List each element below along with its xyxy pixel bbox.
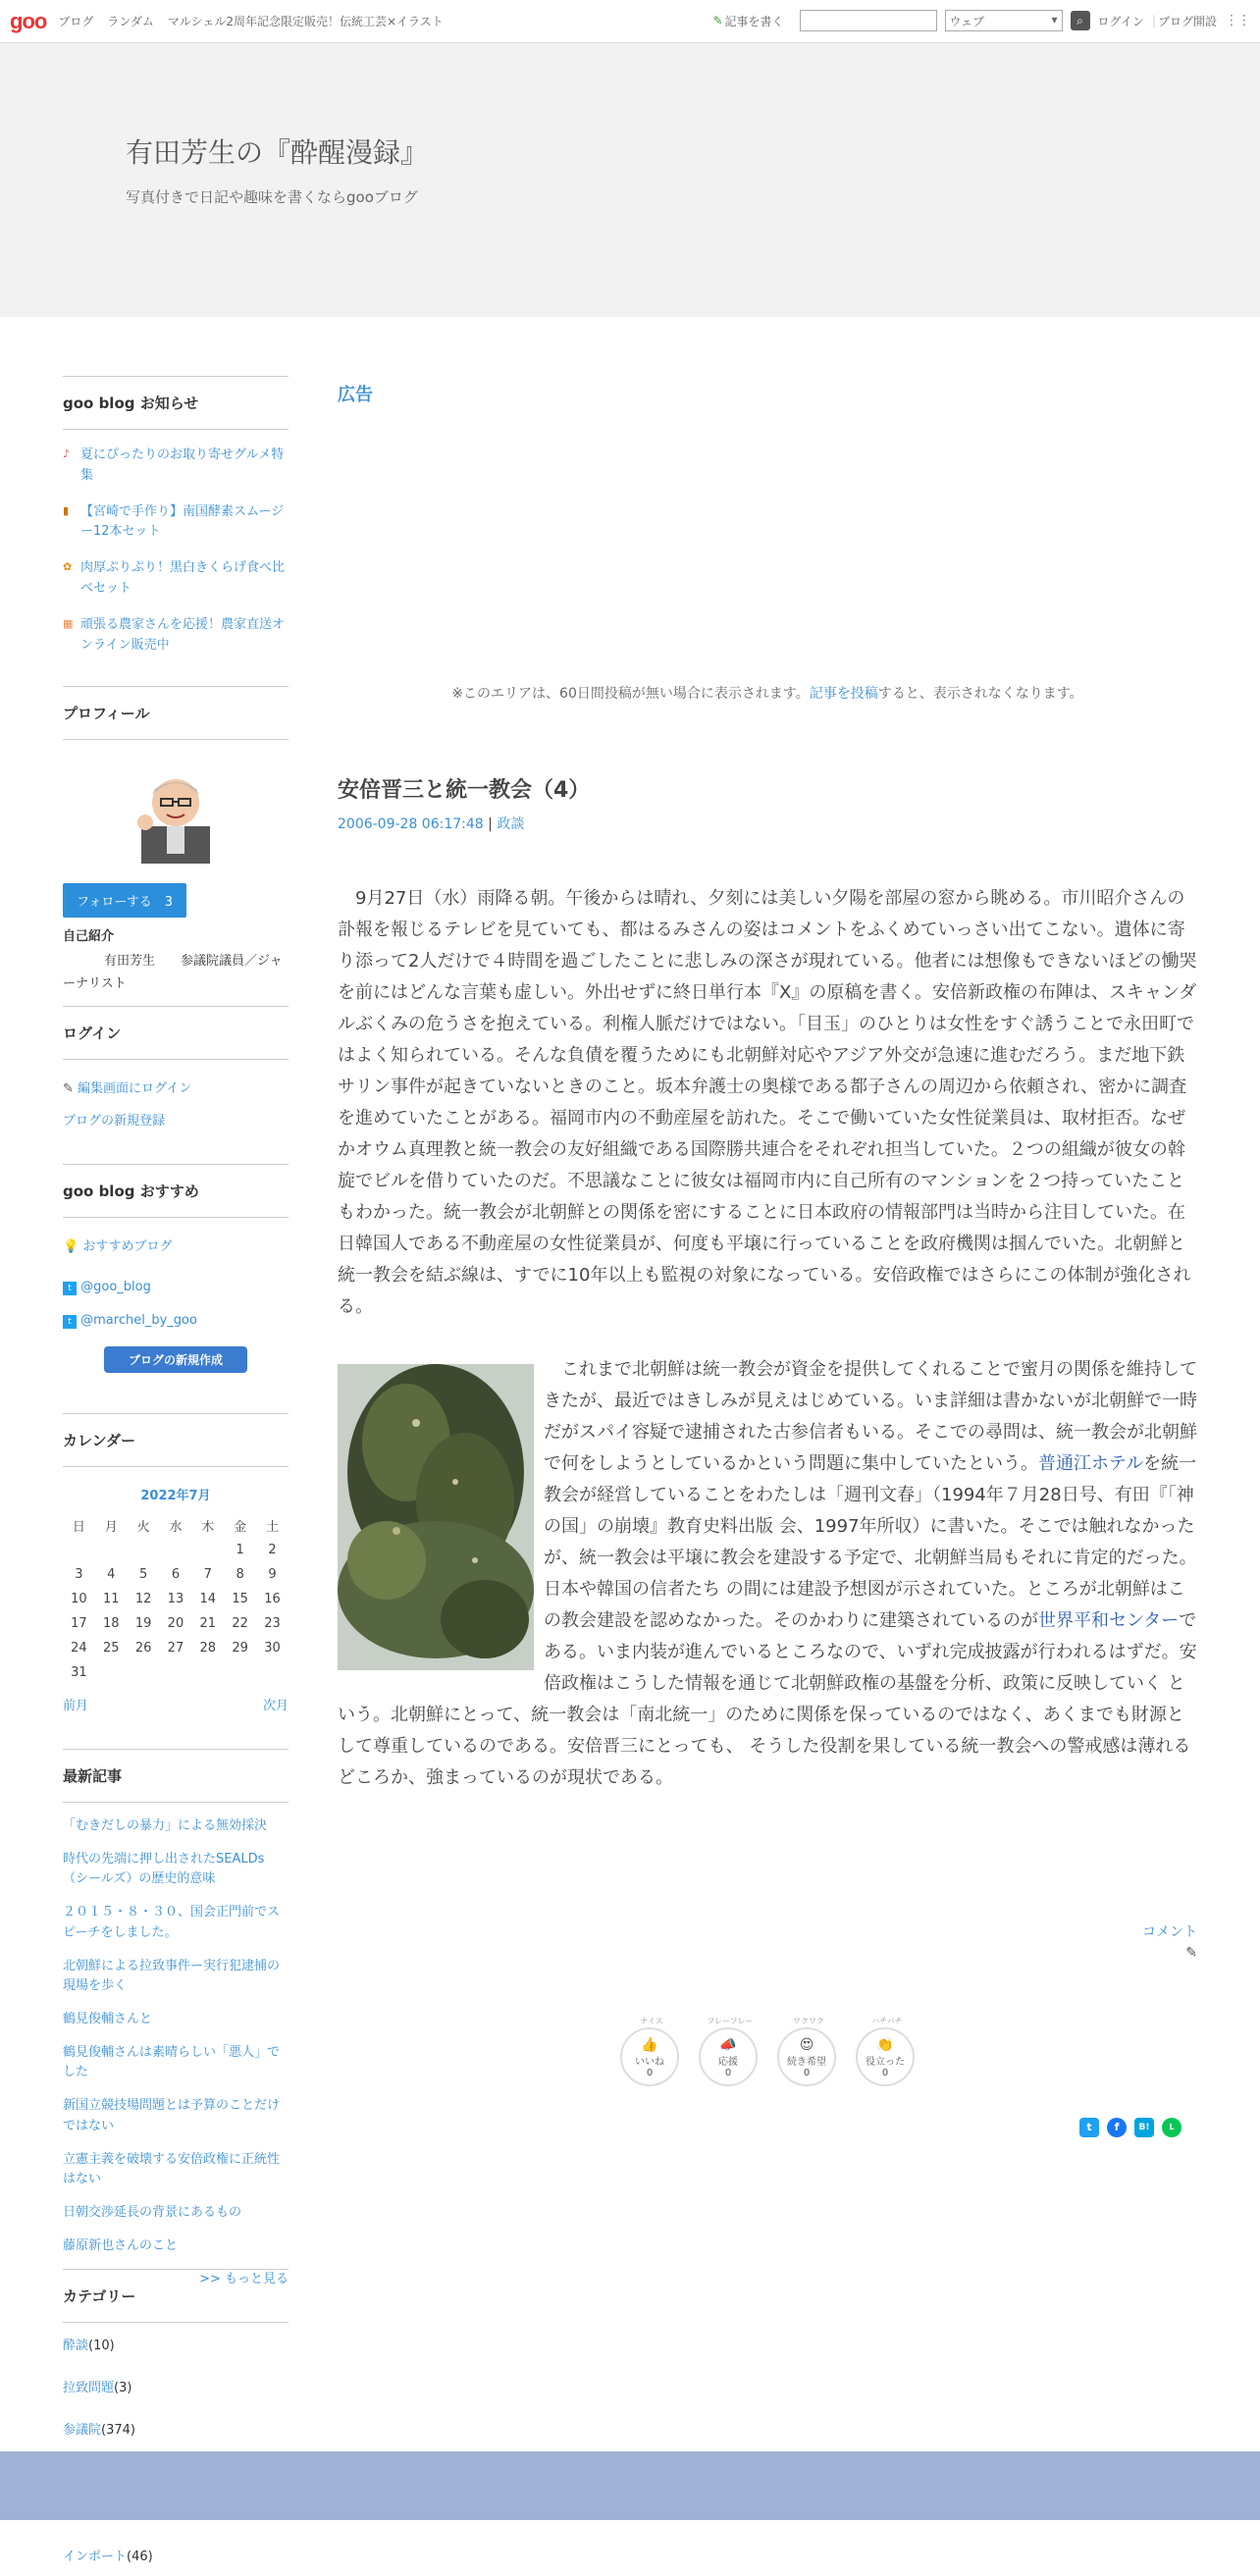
post-body-para1: 9月27日（水）雨降る朝。午後からは晴れ、夕刻には美しい夕陽を部屋の窓から眺める。市川昭介さんの訃報を報じるテレビを見ていても、都はるみさんの姿はコメントをふくめていっさい出てこない。遺体に寄り添って2人だけで４時間を過ごしたことに悲しみの深さが現れている。他者には想像もできないほどの慟哭を前にはどんな言葉も虚しい。外出せずに終日単行本『X』の原稿を書く。安倍新政権の布陣は、スキャンダルぶくみの危うさを抱えている。利権人脈だけではない。「目玉」のひとりは女性をすぐ誘うことで永田町ではよく知られている。そんな負債を覆うためにも北朝鮮対応やアジア外交が急速に進むだろう。まだ地下鉄サリン事件が起きていないときのこと。坂本弁護士の奥様である都子さんの周辺から依頼され、密かに調査を進めていたことがある。福岡市内の不動産屋を訪れた。そこで働いていた女性従業員は、取材拒否。なぜかオウム真理教と統一教会の友好組織である国際勝共連合をそれぞれ担当していた。２つの組織が彼女の斡旋でビルを借りていたのだ。不思議なことに彼女は福岡市内に自己所有のマンションを２つ持っていたこともわかった。統一教会が北朝鮮との関係を密にすることに日本政府の情報部門は当時から注目していた。在日韓国人である不動産屋の女性従業員が、何度も平壌に行っていることを政府機関は掴んでいた。北朝鮮と統一教会を結ぶ線は、すでに10年以上も監視の対象になっている。安倍政権ではさらにこの体制が強化される。 xyxy=(338,888,1197,1317)
category-link[interactable]: 酔談 xyxy=(63,2339,89,2353)
recent-item[interactable]: 鶴見俊輔さんと xyxy=(63,2011,153,2026)
post-meta: 2006-09-28 06:17:48 | 政談 xyxy=(338,816,525,832)
nav-blog[interactable]: ブログ xyxy=(58,15,94,28)
sidebar-category xyxy=(63,2269,289,2576)
top-nav xyxy=(58,13,443,29)
search-icon: ⌕ xyxy=(1076,14,1083,27)
comment-area xyxy=(338,1921,1197,1961)
follow-button[interactable]: フォローする 3 xyxy=(63,883,186,918)
write-article-link[interactable]: 記事を書く xyxy=(724,14,784,28)
next-month-link[interactable]: 次月 xyxy=(262,1699,289,1713)
nav-marchel[interactable]: マルシェル2周年記念限定販売！伝統工芸×イラスト xyxy=(167,15,444,28)
notice-list xyxy=(63,446,289,656)
login-link[interactable]: ログイン xyxy=(1097,14,1144,28)
post xyxy=(338,773,1197,833)
notice-heading: goo blog お知らせ xyxy=(63,376,289,430)
reaction-like-button[interactable]: ナイス 👍 いいね 0 xyxy=(620,2027,679,2086)
recent-item[interactable]: 時代の先端に押し出されたSEALDs（シールズ）の歴史的意味 xyxy=(63,1852,265,1887)
recent-item[interactable]: 鶴見俊輔さんは素晴らしい「悪人」でした xyxy=(63,2045,281,2080)
pen-icon[interactable]: ✎ xyxy=(1185,1945,1197,1961)
prev-month-link[interactable]: 前月 xyxy=(63,1699,89,1713)
blog-title[interactable]: 有田芳生の『酔醒漫録』 xyxy=(126,136,429,169)
recent-item[interactable]: 「むきだしの暴力」による無効採決 xyxy=(63,1818,268,1833)
blog-description: 写真付きで日記や趣味を書くならgooブログ xyxy=(126,188,418,206)
recent-item[interactable]: 立憲主義を破壊する安倍政権に正統性はない xyxy=(63,2151,281,2186)
music-note-icon: ♪ xyxy=(63,447,71,460)
search-button[interactable] xyxy=(1071,11,1090,30)
reaction-buttons xyxy=(620,2017,915,2086)
hotel-link[interactable]: 普通江ホテル xyxy=(1038,1453,1144,1474)
notice-item[interactable]: ▮ 【宮崎で手作り】南国酵素スムージー12本セット xyxy=(63,502,289,544)
open-blog-link[interactable]: ブログ開設 xyxy=(1157,14,1217,28)
recent-heading: 最新記事 xyxy=(63,1749,289,1803)
intro-text: 有田芳生 参議院議員／ジャーナリスト xyxy=(63,954,283,992)
sidebar-recent xyxy=(63,1749,289,2303)
facebook-share-icon[interactable]: f xyxy=(1107,2118,1127,2137)
post-category-link[interactable]: 政談 xyxy=(497,816,525,832)
goo-logo[interactable]: goo xyxy=(10,8,47,33)
notice-item[interactable]: ♪ 夏にぴったりのお取り寄せグルメ特集 xyxy=(63,446,289,487)
ad-area xyxy=(338,381,1197,406)
flower-icon: ✿ xyxy=(63,560,73,574)
reaction-more-button[interactable]: ワクワク 😍 続き希望 0 xyxy=(777,2027,836,2086)
ad-note: ※このエリアは、60日間投稿が無い場合に表示されます。記事を投稿すると、表示されなくなります。 xyxy=(451,686,1083,702)
calendar-heading: カレンダー xyxy=(63,1413,289,1467)
recommend-heading: goo blog おすすめ xyxy=(63,1164,289,1218)
calendar-month: 2022年7月 xyxy=(140,1489,211,1503)
lightbulb-icon: 💡 xyxy=(63,1239,79,1254)
recent-item[interactable]: 日朝交渉延長の背景にあるもの xyxy=(63,2204,242,2220)
sidebar-recommend xyxy=(63,1164,289,1385)
intro-label: 自己紹介 xyxy=(63,929,115,944)
post-photo[interactable] xyxy=(338,1364,534,1670)
recent-item[interactable]: 北朝鮮による拉致事件ー実行犯逮捕の現場を歩く xyxy=(63,1958,281,1993)
search-scope-select[interactable]: ウェブ ▾ xyxy=(945,10,1063,31)
category-list: 酔談(10) 拉致問題(3) 参議院(374) インポート(46) xyxy=(63,2323,289,2576)
post-body-para2: これまで北朝鮮は統一教会が資金を提供してくれることで蜜月の関係を維持してきたが、最近ではきしみが見えはじめている。いま詳細は書かないが北朝鮮で一時だがスパイ容疑で逮捕された古参信者もいる。そこでの尋問は、統一教会が北朝鮮で何をしようとしているかという問題に集中していたという。普通江ホテルを統一教会が経営していることをわたしは「週刊文春」（1994年７月28日号、有田『「神の国」の崩壊』教育史料出版 会、1997年所収）に書いた。そこでは触れなかったが、統一教会は平壌に教会を建設する予定で、北朝鮮当局もそれに肯定的だった。日本や韓国の信者たち の間には建設予想図が示されていた。ところが北朝鮮はこの教会建設を認めなかった。そのかわりに建築されているのが世界平和センターで ある。いま内装が進んでいるところなので、いずれ完成披露が行われるはずだ。安倍政権はこうした情報を通じて北朝鮮政権の基盤を分析、政策に反映していく という。北朝鮮にとって、統一教会は「南北統一」のために関係を保っているのではなく、あくまでも財源として尊重しているのである。安倍晋三にとっても、 そうした役割を果している統一教会への警戒感は薄れるどころか、強まっているのが現状である。 xyxy=(338,1359,1197,1788)
twitter-icon: t xyxy=(63,1282,77,1295)
peace-center-link[interactable]: 世界平和センター xyxy=(1038,1610,1180,1631)
hatena-share-icon[interactable]: B! xyxy=(1134,2118,1154,2137)
reaction-helpful-button[interactable]: ハチバチ 👏 役立った 0 xyxy=(856,2027,915,2086)
recent-item[interactable]: 新国立競技場問題とは予算のことだけではない xyxy=(63,2098,281,2133)
megaphone-icon: 📣 xyxy=(719,2037,737,2053)
sidebar-notice xyxy=(63,376,289,671)
search-input[interactable] xyxy=(800,10,937,31)
calendar-table: 日 月 火 水 木 金 土 1 2 3 4 5 6 7 8 9 10 11 12 13 14 15 16 17 18 19 20 21 22 23 24 25 26 27 28 29 30 31 xyxy=(63,1513,289,1685)
sidebar-login xyxy=(63,1006,289,1146)
top-bar xyxy=(0,0,1260,43)
recommend-blog-link[interactable]: おすすめブログ xyxy=(82,1239,173,1254)
drink-icon: ▮ xyxy=(63,503,70,517)
weekday-row: 日 月 火 水 木 金 土 xyxy=(72,1520,280,1535)
notice-item[interactable]: ✿ 肉厚ぷりぷり！黒白きくらげ食べ比べセット xyxy=(63,558,289,600)
follow-count: 3 xyxy=(164,895,173,910)
category-link[interactable]: 参議院 xyxy=(63,2423,102,2438)
top-right-tools: ✎ 記事を書く ウェブ ▾ ⌕ ログイン | ブログ開設 ⋮⋮ xyxy=(712,10,1250,31)
recent-item[interactable]: ２０１５・８・３０、国会正門前でスピーチをしました。 xyxy=(63,1905,281,1940)
edit-login-link[interactable]: 編集画面にログイン xyxy=(78,1081,192,1096)
calendar xyxy=(63,1485,289,1713)
line-share-icon[interactable]: L xyxy=(1162,2118,1181,2137)
twitter-goo-blog-link[interactable]: @goo_blog xyxy=(80,1280,151,1294)
twitter-share-icon[interactable]: t xyxy=(1079,2118,1099,2137)
heart-eyes-icon: 😍 xyxy=(799,2037,814,2053)
grid-icon: ▦ xyxy=(63,616,74,630)
post-date: 2006-09-28 06:17:48 xyxy=(338,816,484,832)
ad-heading: 広告 xyxy=(338,385,373,405)
clap-icon: 👏 xyxy=(876,2037,894,2053)
twitter-icon: t xyxy=(63,1315,77,1329)
nav-random[interactable]: ランダム xyxy=(107,15,154,28)
comment-link[interactable]: コメント xyxy=(1142,1924,1197,1940)
post-article-link[interactable]: 記事を投稿 xyxy=(809,686,878,702)
sidebar-calendar xyxy=(63,1413,289,1713)
post-title[interactable]: 安倍晋三と統一教会（4） xyxy=(338,778,591,803)
login-heading: ログイン xyxy=(63,1006,289,1060)
twitter-marchel-link[interactable]: @marchel_by_goo xyxy=(80,1313,197,1328)
avatar xyxy=(131,765,220,864)
new-blog-button[interactable]: ブログの新規作成 xyxy=(104,1346,247,1373)
category-link[interactable]: 拉致問題 xyxy=(63,2381,115,2395)
notice-item[interactable]: ▦ 頑張る農家さんを応援！農家直送オンライン販売中 xyxy=(63,615,289,657)
register-blog-link[interactable]: ブログの新規登録 xyxy=(63,1114,166,1129)
pen-icon: ✎ xyxy=(63,1081,74,1096)
recent-list xyxy=(63,1816,289,2289)
category-heading: カテゴリー xyxy=(63,2269,289,2323)
more-link[interactable]: >> もっと見る xyxy=(199,2272,289,2287)
recent-item[interactable]: 藤原新也さんのこと xyxy=(63,2238,179,2254)
grid-menu-icon[interactable]: ⋮⋮ xyxy=(1225,13,1250,28)
login-edit-row[interactable] xyxy=(63,1078,289,1096)
share-buttons xyxy=(1079,2118,1181,2137)
category-link[interactable]: インポート xyxy=(63,2550,128,2564)
footer-band xyxy=(0,2451,1260,2520)
thumbs-up-icon: 👍 xyxy=(641,2037,658,2053)
reaction-cheer-button[interactable]: フレーフレー 📣 応援 0 xyxy=(699,2027,758,2086)
profile-heading: プロフィール xyxy=(63,686,289,740)
calendar-nav xyxy=(63,1695,289,1713)
sidebar-profile xyxy=(63,686,289,996)
pencil-icon: ✎ xyxy=(712,14,723,27)
chevron-down-icon: ▾ xyxy=(1051,13,1058,26)
blog-header xyxy=(0,43,1260,317)
